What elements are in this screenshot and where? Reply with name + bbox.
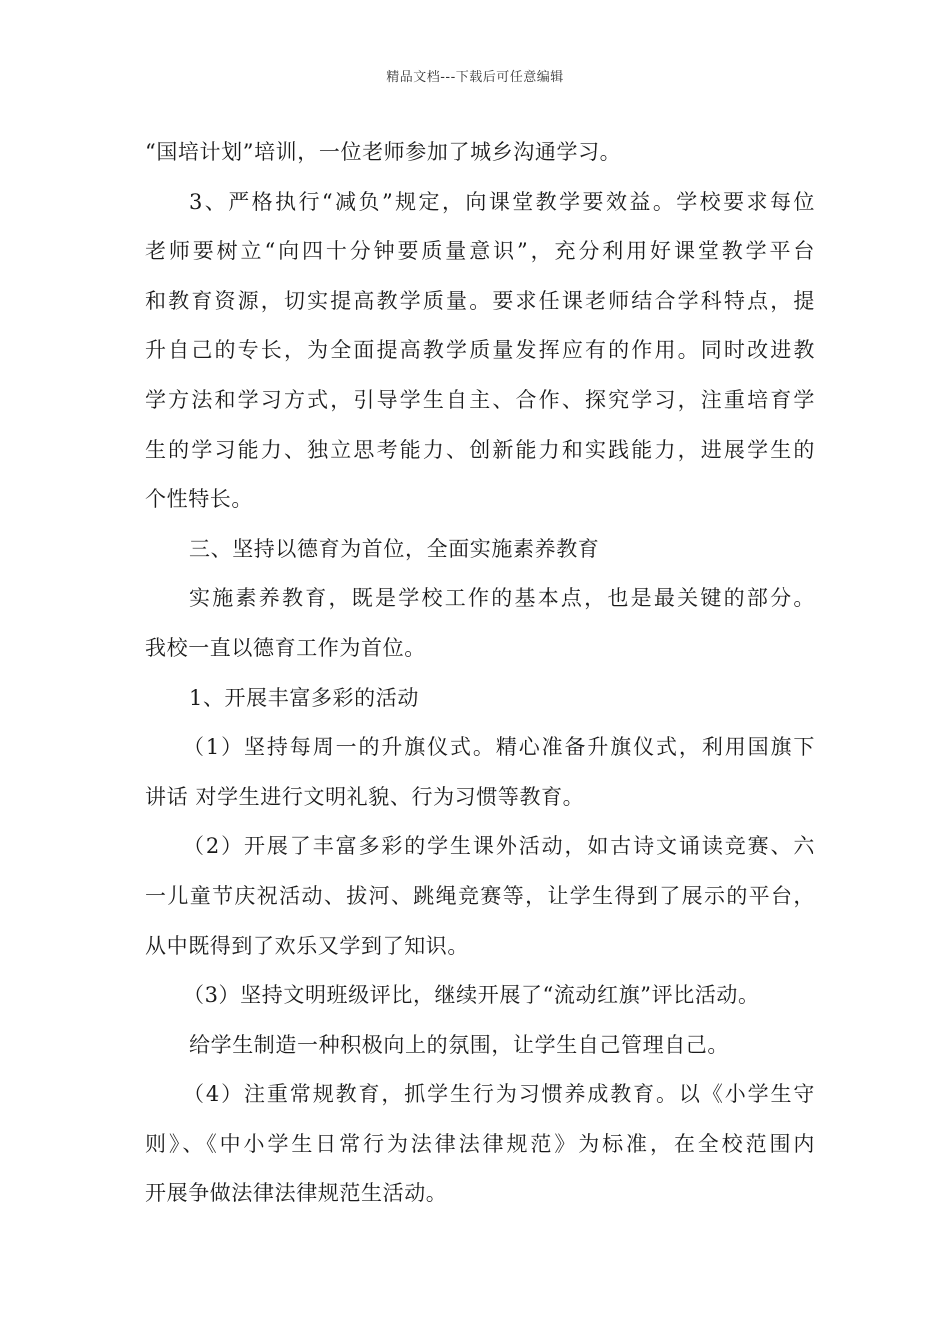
document-body: [145, 128, 815, 1219]
text-line: 升自己的专长，为全面提高教学质量发挥应有的作用。同时改进教: [145, 338, 815, 363]
text-line: （3）坚持文明班级评比，继续开展了“流动红旗”评比活动。: [183, 983, 760, 1008]
text-line: （2）开展了丰富多彩的学生课外活动，如古诗文诵读竞赛、六: [183, 834, 815, 859]
text-line: 给学生制造一种积极向上的氛围，让学生自己管理自己。: [189, 1032, 729, 1057]
text-line: 讲话 对学生进行文明礼貌、行为习惯等教育。: [145, 784, 585, 809]
page-header: 精品文档---下载后可任意编辑: [386, 70, 564, 85]
text-line: （4）注重常规教育，抓学生行为习惯养成教育。以《小学生守: [183, 1082, 815, 1107]
text-line: 实施素养教育，既是学校工作的基本点，也是最关键的部分。: [189, 586, 815, 611]
text-line: 学方法和学习方式，引导学生自主、合作、探究学习，注重培育学: [145, 387, 815, 412]
text-line: “国培计划”培训，一位老师参加了城乡沟通学习。: [145, 140, 622, 164]
text-line: 和教育资源，切实提高教学质量。要求任课老师结合学科特点，提: [145, 288, 815, 313]
text-line: 我校一直以德育工作为首位。: [145, 635, 426, 660]
text-line: 从中既得到了欢乐又学到了知识。: [145, 933, 469, 958]
text-line: 则》、《中小学生日常行为法律法律规范》为标准，在全校范围内: [145, 1131, 815, 1156]
text-line: 一儿童节庆祝活动、拔河、跳绳竞赛等，让学生得到了展示的平台，: [145, 883, 815, 908]
text-line: 生的学习能力、独立思考能力、创新能力和实践能力，进展学生的: [145, 437, 815, 462]
text-line: 个性特长。: [145, 487, 253, 512]
text-line: （1）坚持每周一的升旗仪式。精心准备升旗仪式，利用国旗下: [183, 735, 815, 760]
section-heading: 三、坚持以德育为首位，全面实施素养教育: [189, 536, 600, 561]
text-line: 开展争做法律法律规范生活动。: [145, 1181, 448, 1206]
subsection-heading: 1、开展丰富多彩的活动: [189, 685, 419, 710]
text-line: 老师要树立“向四十分钟要质量意识”，充分利用好课堂教学平台: [145, 239, 815, 264]
text-line: 3、严格执行“减负”规定，向课堂教学要效益。学校要求每位: [189, 189, 815, 214]
